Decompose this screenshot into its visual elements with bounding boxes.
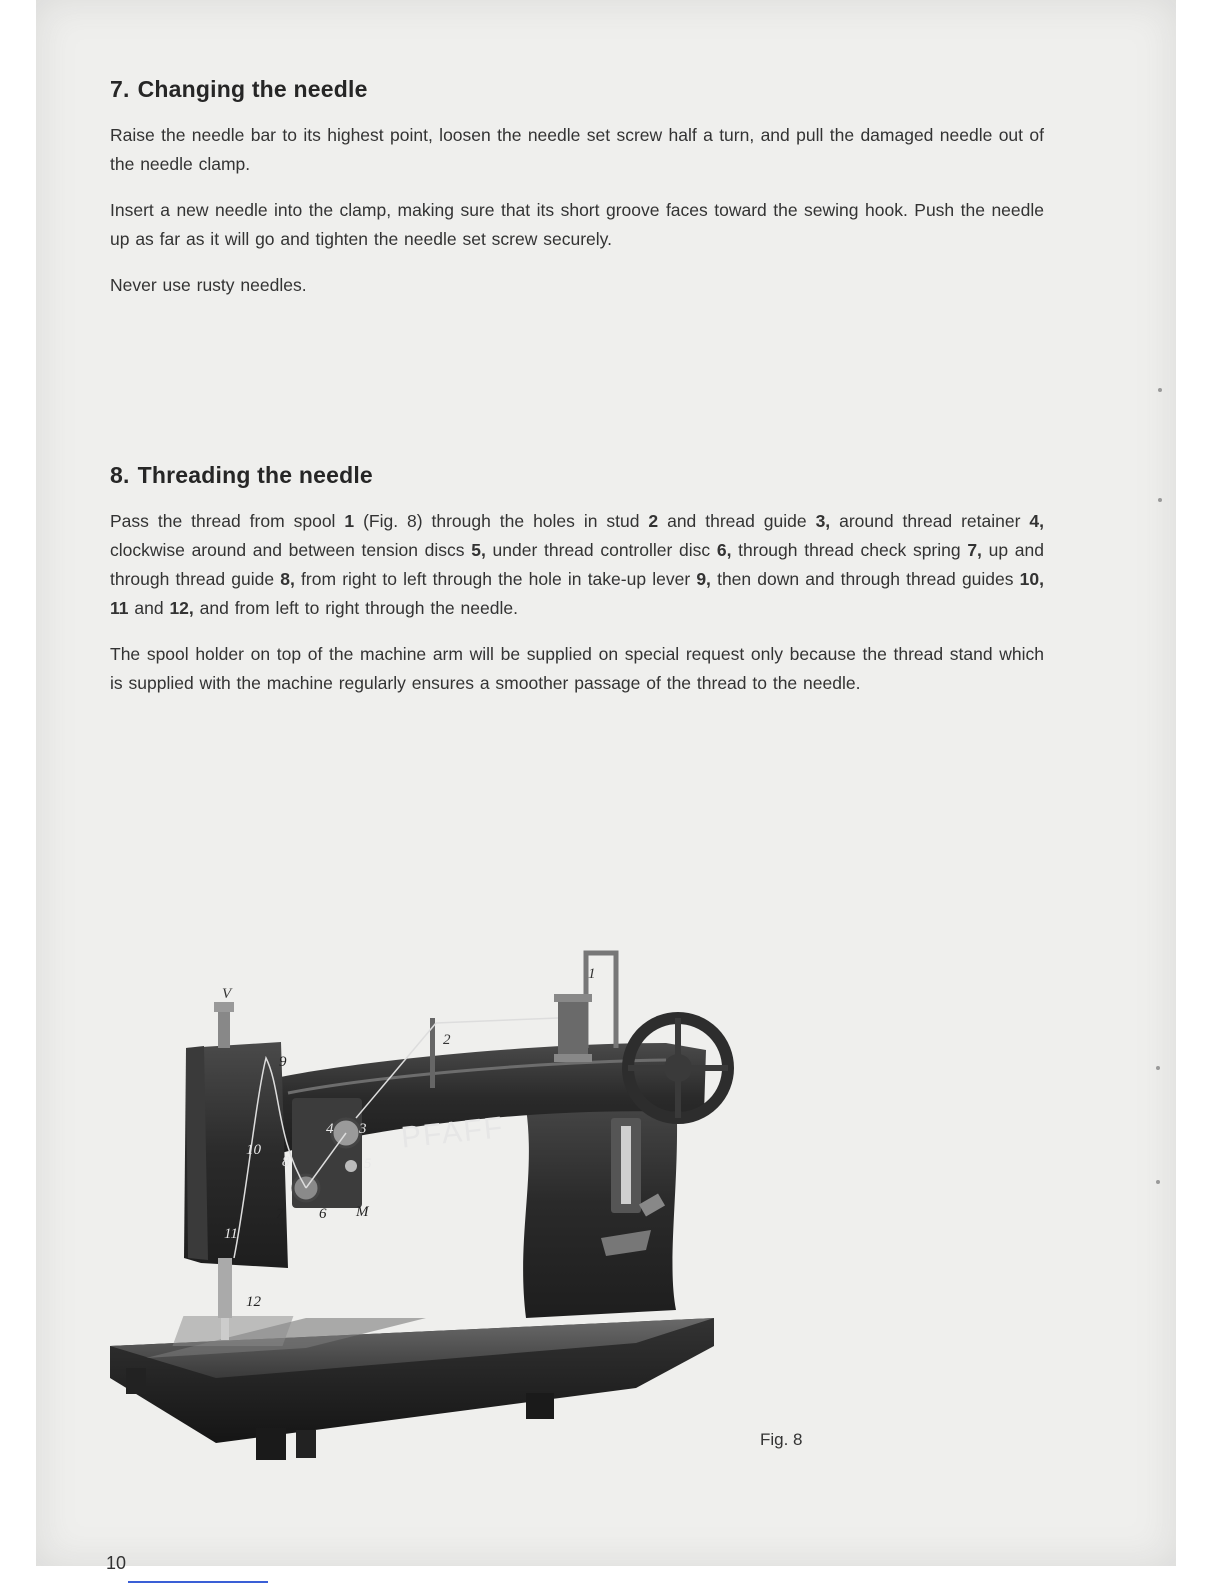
text-run: under thread controller disc — [485, 540, 717, 560]
text-run: (Fig. 8) through the holes in stud — [354, 511, 649, 531]
ref-number: 5, — [471, 540, 486, 560]
ref-number: 8, — [280, 569, 295, 589]
section-changing-needle — [110, 76, 1044, 317]
label-6: 6 — [319, 1206, 327, 1222]
handwheel — [628, 1018, 728, 1118]
label-8: 8 — [282, 1154, 290, 1170]
text-run: and thread guide — [658, 511, 816, 531]
brand-logo: PFAFF — [399, 1110, 506, 1155]
figure-caption: Fig. 8 — [760, 1430, 803, 1449]
section-threading-needle — [110, 462, 1044, 715]
tension-assembly — [292, 1098, 362, 1208]
label-1: 1 — [588, 966, 596, 982]
machine-pillar — [523, 1088, 677, 1318]
section-7-paragraph-1: Raise the needle bar to its highest point, loosen the needle set screw half a turn, and pull the damaged needle out of the needle clamp. — [110, 125, 1044, 174]
section-8-paragraph-1 — [110, 507, 1044, 623]
scan-speck — [1156, 1066, 1160, 1070]
ref-number: 1 — [344, 511, 355, 531]
label-M: M — [356, 1204, 369, 1220]
text-run: from right to left through the hole in take-up lever — [294, 569, 697, 589]
label-11: 11 — [224, 1226, 238, 1242]
text-run: Pass the thread from spool — [110, 511, 345, 531]
section-7-paragraph-2: Insert a new needle into the clamp, making sure that its short groove faces toward the sewing hook. Push the needle up as far as it will go and tighten the needle set screw securely. — [110, 200, 1044, 249]
section-8-heading — [110, 462, 1044, 489]
section-8-number: 8. — [110, 462, 130, 488]
ref-number: 6, — [716, 540, 732, 560]
ref-number: 12, — [169, 598, 194, 618]
footer-rule — [128, 1581, 268, 1583]
label-10: 10 — [246, 1142, 261, 1158]
text-run: around thread retainer — [830, 511, 1030, 531]
section-7-title: Changing the needle — [137, 76, 368, 102]
ref-number: 2 — [648, 511, 659, 531]
ref-number: 9, — [696, 569, 711, 589]
scan-speck — [1158, 498, 1162, 502]
section-7-number: 7. — [110, 76, 130, 102]
scan-speck — [1158, 388, 1162, 392]
text-run: clockwise around and between tension discs — [110, 540, 472, 560]
text-run: and from left to right through the needle. — [193, 598, 518, 618]
ref-number: 4, — [1029, 511, 1044, 531]
text-run: through thread check spring — [731, 540, 968, 560]
text-run: and — [128, 598, 170, 618]
scan-speck — [1156, 1180, 1160, 1184]
section-7-paragraph-3: Never use rusty needles. — [110, 275, 307, 295]
label-3: 3 — [359, 1121, 367, 1137]
machine-base — [110, 1316, 714, 1460]
text-run: then down and through thread guides — [710, 569, 1020, 589]
section-8-paragraph-2: The spool holder on top of the machine arm will be supplied on special request only because the thread stand which is supplied with the machine regularly ensures a smoother passage of the thread to the needle. — [110, 644, 1044, 693]
ref-number: 3, — [815, 511, 831, 531]
page-number: 10 — [106, 1553, 127, 1573]
label-4: 4 — [326, 1121, 334, 1137]
ref-number: 10, 11 — [110, 569, 1044, 618]
label-2: 2 — [443, 1032, 451, 1048]
text-run: up and through thread guide — [110, 540, 1044, 589]
label-9: 9 — [279, 1054, 287, 1070]
section-8-title: Threading the needle — [137, 462, 373, 488]
label-12: 12 — [246, 1294, 261, 1310]
machine-head — [184, 1002, 288, 1340]
label-5: 5 — [364, 1156, 372, 1172]
sewing-machine-illustration — [106, 938, 756, 1478]
label-V: V — [222, 986, 232, 1002]
ref-number: 7, — [967, 540, 982, 560]
label-7: 7 — [276, 1206, 284, 1222]
section-7-heading — [110, 76, 1044, 103]
